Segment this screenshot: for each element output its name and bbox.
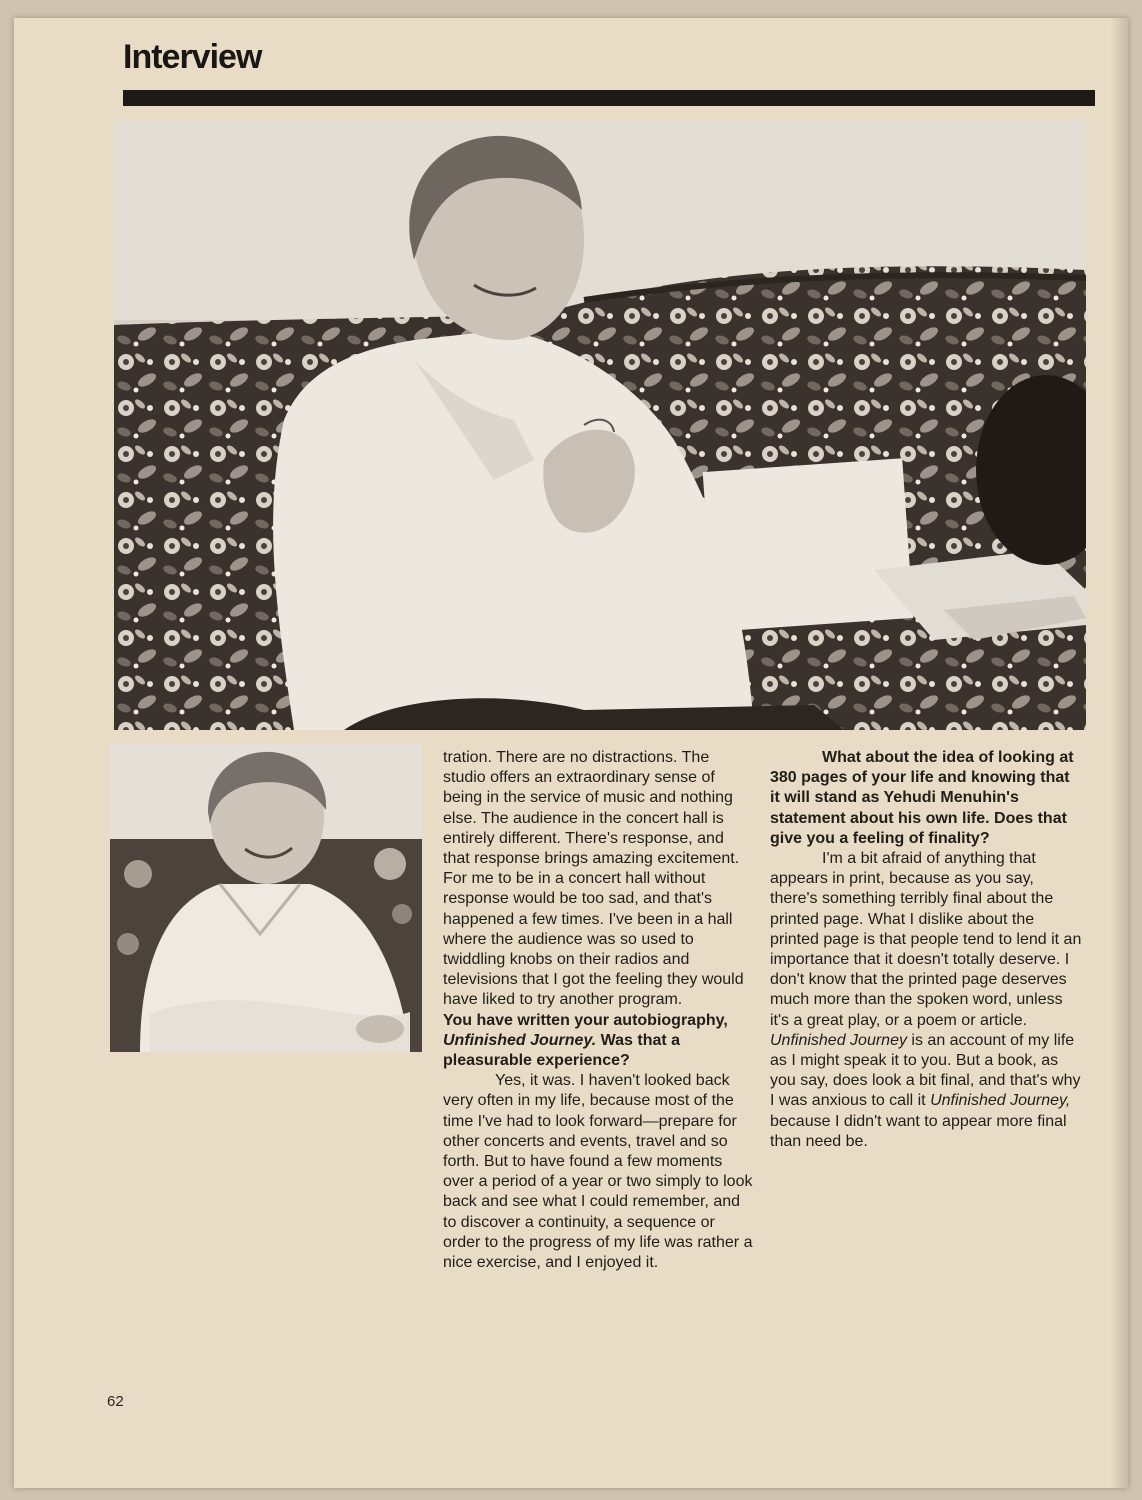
article-column-right (770, 748, 1082, 1152)
interview-question (443, 1011, 753, 1072)
body-paragraph: tration. There are no distractions. The studio offers an extraordinary sense of being in the service of music and nothing else. The audience in the concert hall is entirely different. There's response, and that response brings amazing excitement. For me to be in a concert hall without response would be too sad, and that's happened a few times. I've been in a hall where the audience was so used to twiddling knobs on their radios and televisions that I got the feeling they would have liked to try another program. (443, 749, 744, 1009)
question-text: You have written your autobiography, (443, 1011, 728, 1029)
page-edge-shadow (1110, 18, 1128, 1488)
interview-question: What about the idea of looking at 380 pages of your life and knowing that it will stand as Yehudi Menuhin's statement about his own life. Does that give you a feeling of finality? (770, 749, 1074, 847)
small-photo (110, 744, 422, 1052)
answer-text: because I didn't want to appear more final than need be. (770, 1112, 1067, 1150)
answer-text: is an account of my life as I might speak it to you. But a book, as you say, does look a bit final, and that's why I was anxious to call it (770, 1031, 1081, 1110)
question-text: Was that a pleasurable experience? (443, 1031, 681, 1070)
answer-text: I'm a bit afraid of anything that appears in print, because as you say, there's something terribly final about the printed page. What I dislike about the printed page is that people tend to lend it an importance that it doesn't totally deserve. I don't know that the printed page deserves much more than the spoken word, unless it's a great play, or a poem or article. (770, 850, 1082, 1029)
book-title: Unfinished Journey, (930, 1092, 1071, 1110)
section-title: Interview (123, 38, 262, 76)
main-photo-illustration (114, 120, 1086, 730)
small-photo-illustration (110, 744, 422, 1052)
book-title: Unfinished Journey. (443, 1031, 597, 1049)
interview-answer: Yes, it was. I haven't looked back very often in my life, because most of the time I've had to look forward—prepare for other concerts and events, travel and so forth. But to have found a few moments over a period of a year or two simply to look back and see what I could remember, and to discover a continuity, a sequence or order to the progress of my life was rather a nice exercise, and I enjoyed it. (443, 1072, 753, 1272)
page-number: 62 (107, 1393, 124, 1410)
book-title: Unfinished Journey (770, 1031, 907, 1049)
main-photo (114, 120, 1086, 730)
article-column-middle (443, 748, 753, 1273)
title-rule (123, 90, 1095, 106)
interview-answer (770, 849, 1082, 1152)
